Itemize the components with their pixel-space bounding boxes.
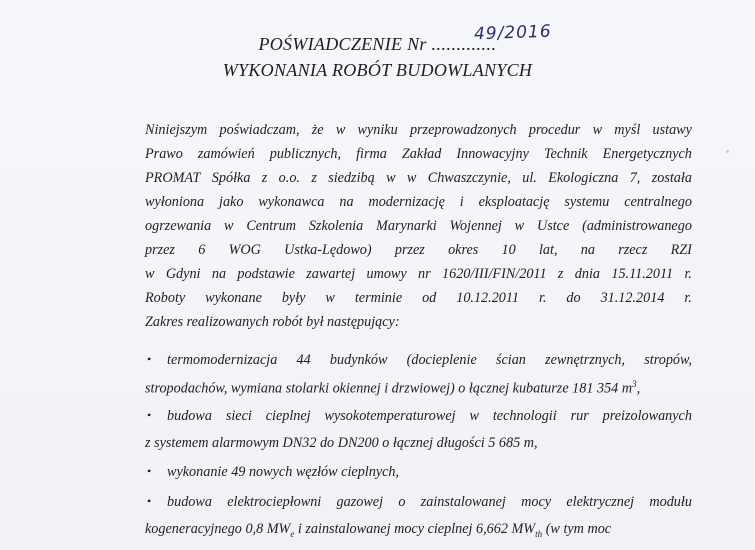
bullet-symbol: • [147, 494, 152, 508]
subscript: e [290, 528, 295, 539]
list-item-text: i zainstalowanej mocy cieplnej 6,662 MW [294, 521, 536, 537]
list-item-text: , [636, 380, 641, 397]
bullet-symbol: • [147, 464, 152, 478]
handwritten-number: 49/2016 [473, 21, 552, 45]
list-item-line: budowa elektrociepłowni gazowej o zainstalowanej mocy elektrycznej modułu [167, 494, 692, 510]
main-paragraph [145, 118, 692, 334]
number-dots: ............. [431, 34, 497, 54]
list-item-text: kogeneracyjnego 0,8 MW [145, 521, 291, 537]
list-item-text: stropodachów, wymiana stolarki okiennej i drzwiowej) o łącznej kubaturze 181 354 m [145, 380, 633, 397]
list-item-text: (w tym moc [542, 521, 612, 537]
paragraph-line: w Gdyni na podstawie zawartej umowy nr 1620/III/FIN/2011 z dnia 15.11.2011 r. [145, 266, 692, 282]
paragraph-line: PROMAT Spółka z o.o. z siedzibą w w Chwaszczynie, ul. Ekologiczna 7, została [145, 170, 692, 186]
scan-speck [726, 150, 729, 153]
paragraph-line: ogrzewania w Centrum Szkolenia Marynarki Wojennej w Ustce (administrowanego [145, 218, 692, 234]
paragraph-line: Roboty wykonane były w terminie od 10.12.2011 r. do 31.12.2014 r. [145, 290, 692, 306]
paragraph-line: wyłoniona jako wykonawca na modernizację i eksploatację systemu centralnego [145, 194, 692, 210]
document-title-line1 [0, 34, 755, 55]
paragraph-line: przez 6 WOG Ustka-Lędowo) przez okres 10 lat, na rzecz RZI [145, 242, 692, 258]
list-item-line [145, 521, 692, 539]
document-title-line2: WYKONANIA ROBÓT BUDOWLANYCH [222, 60, 533, 80]
list-item-line: termomodernizacja 44 budynków (docieplenie ścian zewnętrznych, stropów, [167, 352, 692, 368]
bullet-symbol: • [147, 408, 152, 422]
paragraph-line: Zakres realizowanych robót był następujący: [145, 314, 400, 330]
paragraph-line: Prawo zamówień publicznych, firma Zakład Innowacyjny Technik Energetycznych [145, 146, 692, 162]
subscript: th [535, 528, 543, 539]
list-item-line: budowa sieci cieplnej wysokotemperaturowej w technologii rur preizolowanych [167, 408, 692, 424]
bullet-symbol: • [147, 352, 152, 366]
superscript: 3 [632, 379, 637, 389]
title-text: POŚWIADCZENIE Nr [258, 34, 427, 54]
paragraph-line: Niniejszym poświadczam, że w wyniku przeprowadzonych procedur w myśl ustawy [145, 122, 692, 138]
list-item-line: wykonanie 49 nowych węzłów cieplnych, [167, 464, 400, 480]
list-item-line [145, 379, 692, 398]
list-item-line: z systemem alarmowym DN32 do DN200 o łącznej długości 5 685 m, [145, 435, 538, 451]
